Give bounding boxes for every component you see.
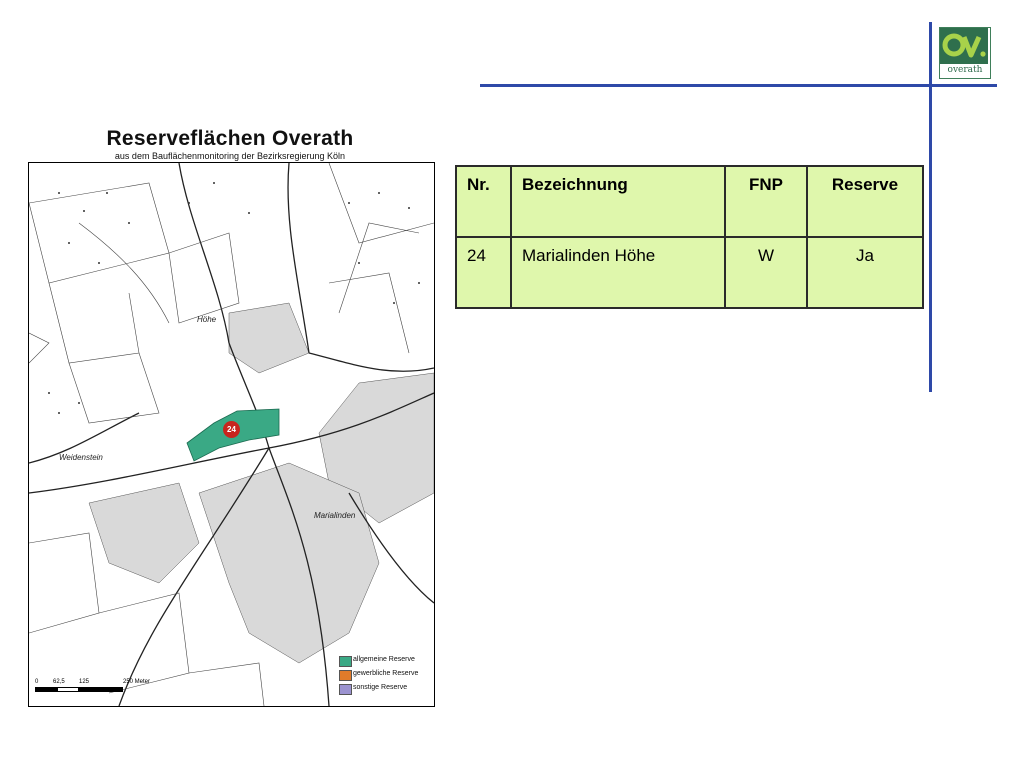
place-label-weidenstein: Weidenstein: [59, 453, 103, 462]
logo-mark-icon: [940, 28, 988, 64]
cell-reserve: Ja: [807, 237, 923, 308]
legend-label: allgemeine Reserve: [353, 656, 415, 663]
parcel-number-marker: 24: [223, 421, 240, 438]
horizontal-divider-line: [480, 84, 997, 87]
table-header-row: [456, 166, 923, 237]
logo-text: overath: [947, 65, 983, 75]
legend-item: [339, 669, 431, 683]
header-fnp: FNP: [725, 166, 807, 237]
table-row: [456, 237, 923, 308]
legend-swatch: [339, 656, 352, 667]
legend-label: gewerbliche Reserve: [353, 670, 419, 677]
scale-segment: [35, 687, 57, 692]
map-title: Reserveflächen Overath: [106, 127, 354, 150]
cell-fnp: W: [725, 237, 807, 308]
map-subtitle: aus dem Bauflächenmonitoring der Bezirksregierung Köln: [114, 151, 346, 161]
map-frame: [28, 162, 435, 707]
legend-item: [339, 655, 431, 669]
reserve-table: [455, 165, 924, 309]
place-label-marialinden: Marialinden: [314, 511, 356, 520]
map-scalebar: [35, 679, 155, 699]
cell-bezeichnung: Marialinden Höhe: [511, 237, 725, 308]
overath-logo: [939, 27, 991, 79]
scale-tick-label: 125: [79, 679, 90, 685]
header-reserve: Reserve: [807, 166, 923, 237]
scale-tick-label: 62,5: [53, 679, 65, 685]
legend-label: sonstige Reserve: [353, 684, 408, 691]
place-label-hoehe: Höhe: [197, 315, 217, 324]
map-legend: [339, 655, 431, 697]
scale-tick-label: 0: [35, 679, 39, 685]
scale-segment: [79, 687, 123, 692]
header-nr: Nr.: [456, 166, 511, 237]
legend-swatch: [339, 670, 352, 681]
cell-nr: 24: [456, 237, 511, 308]
legend-swatch: [339, 684, 352, 695]
scale-tick-label: 250 Meter: [123, 679, 151, 685]
legend-item: [339, 683, 431, 697]
vertical-divider-line: [929, 22, 932, 392]
scale-segment: [57, 687, 79, 692]
header-bezeichnung: Bezeichnung: [511, 166, 725, 237]
